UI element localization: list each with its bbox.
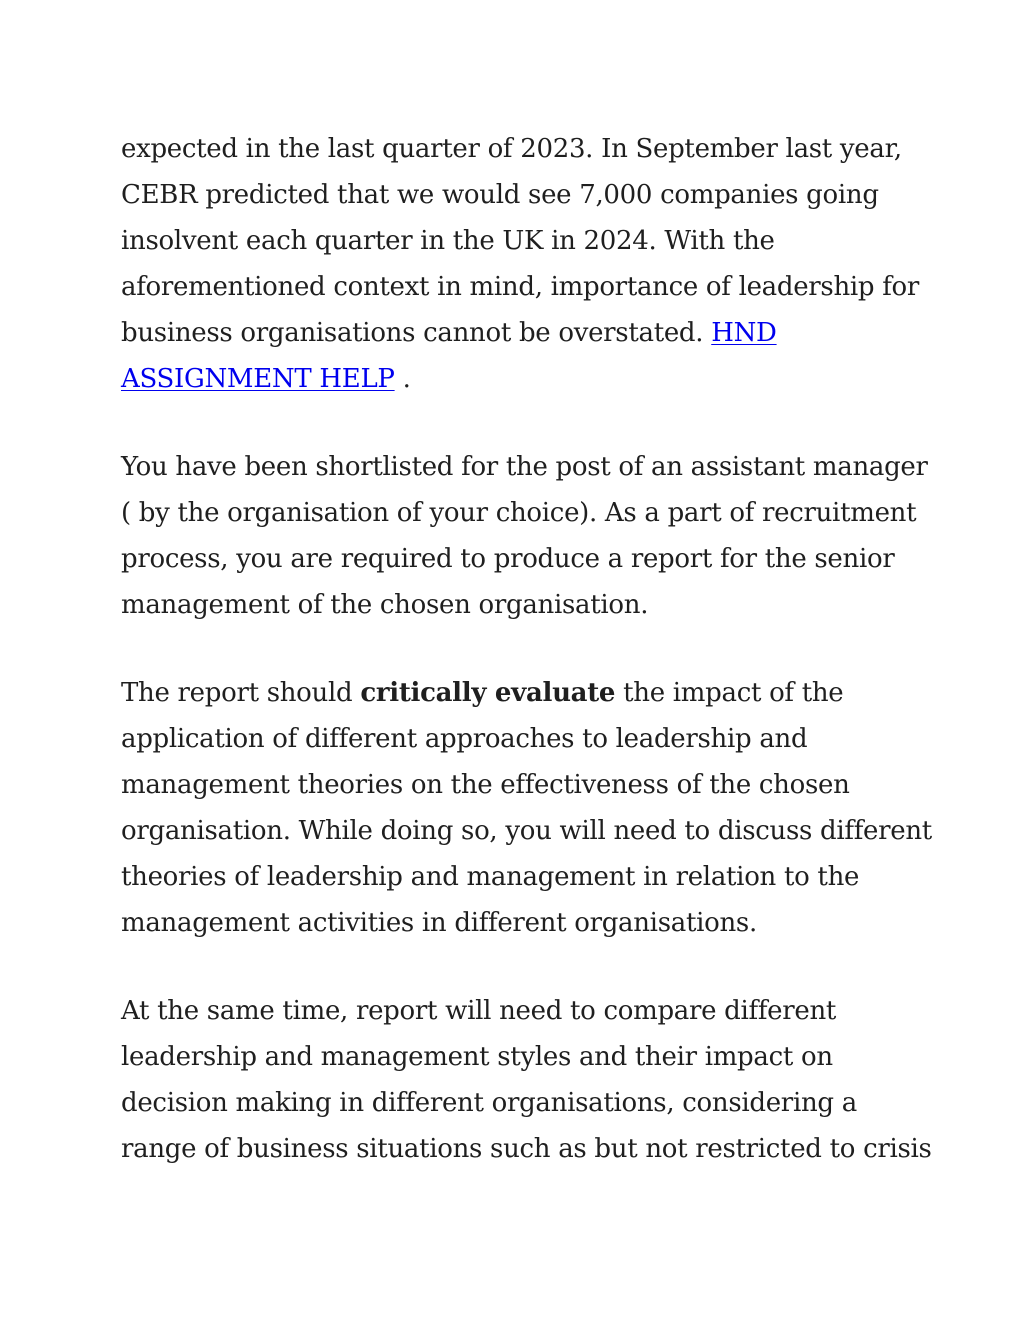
text-segment: The report should (121, 678, 353, 708)
paragraph-compare-styles (121, 988, 932, 1172)
document-body (121, 126, 932, 1172)
text-line: CEBR predicted that we would see 7,000 companies going (121, 180, 879, 210)
text-line: You have been shortlisted for the post of an assistant manager (121, 452, 928, 482)
text-segment: the impact of the (623, 678, 844, 708)
text-line: management theories on the effectiveness of the chosen (121, 770, 850, 800)
text-line: organisation. While doing so, you will need to discuss different (121, 816, 932, 846)
paragraph-shortlisted (121, 444, 928, 628)
text-line: ( by the organisation of your choice). As a part of recruitment (121, 498, 917, 528)
text-segment: . (402, 364, 411, 394)
text-line: theories of leadership and management in relation to the (121, 862, 860, 892)
paragraph-insolvency-context (121, 126, 921, 402)
text-line: range of business situations such as but not restricted to crisis (121, 1134, 932, 1164)
text-line (121, 356, 921, 402)
text-line (121, 670, 921, 716)
text-line: application of different approaches to leadership and (121, 724, 808, 754)
paragraph-report-evaluation (121, 670, 932, 946)
text-line: expected in the last quarter of 2023. In September last year, (121, 134, 902, 164)
text-line: management of the chosen organisation. (121, 590, 649, 620)
text-line: insolvent each quarter in the UK in 2024. With the (121, 226, 775, 256)
text-line: aforementioned context in mind, importance of leadership for (121, 272, 920, 302)
text-line: management activities in different organisations. (121, 908, 757, 938)
text-line: decision making in different organisations, considering a (121, 1088, 857, 1118)
text-line (121, 310, 921, 356)
hnd-assignment-help-link[interactable]: HND (711, 318, 777, 348)
bold-emphasis: critically evaluate (360, 678, 616, 708)
text-line: process, you are required to produce a report for the senior (121, 544, 895, 574)
text-line: leadership and management styles and their impact on (121, 1042, 833, 1072)
text-line: At the same time, report will need to compare different (121, 996, 837, 1026)
hnd-assignment-help-link-continued[interactable]: ASSIGNMENT HELP (121, 364, 395, 394)
text-segment: business organisations cannot be overstated. (121, 318, 704, 348)
